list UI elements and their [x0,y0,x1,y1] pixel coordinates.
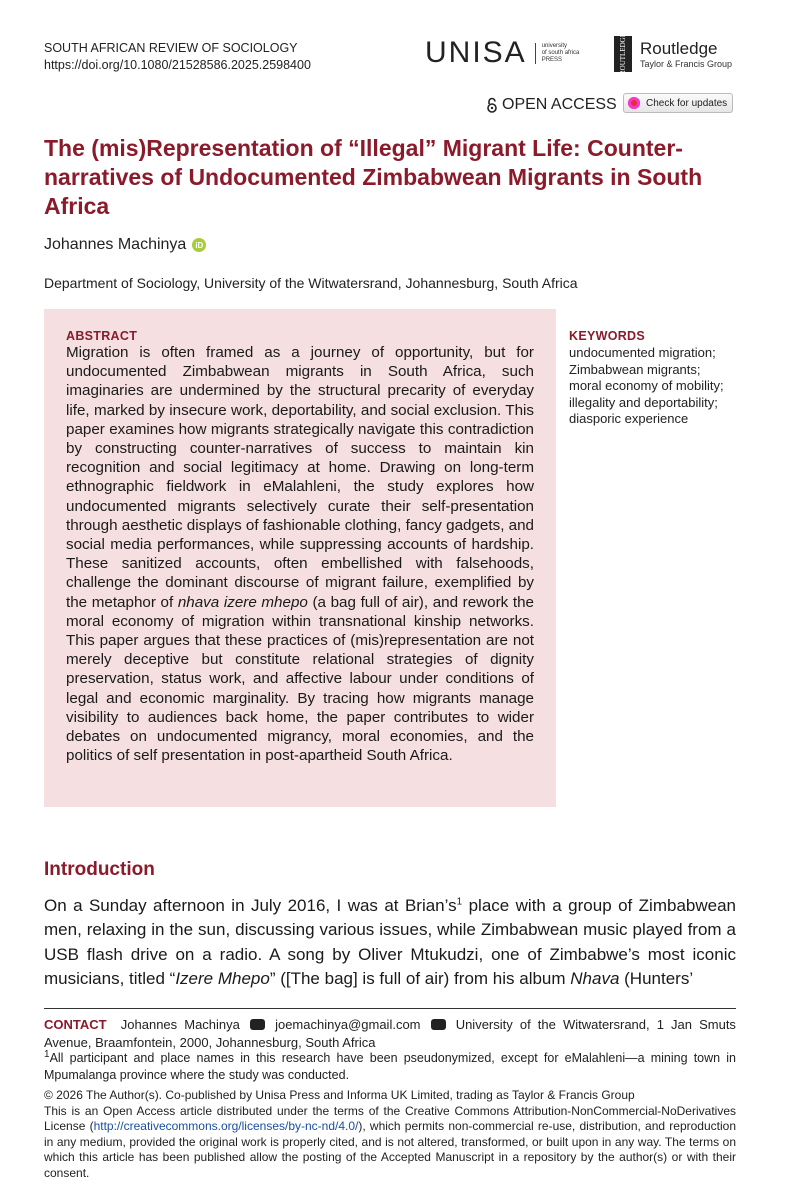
license-url-link[interactable]: http://creativecommons.org/licenses/by-nc-nd/4.0/ [93,1119,359,1133]
intro-text-3: ” ([The bag] is full of air) from his album [269,968,571,988]
affiliation: Department of Sociology, University of the Witwatersrand, Johannesburg, South Africa [44,275,578,291]
unisa-sub-line-1: university [541,42,568,49]
check-for-updates-label: Check for updates [646,97,728,109]
footnote [44,1050,736,1084]
abstract-text [66,343,534,765]
footnote-ref-1[interactable]: 1 [456,896,463,908]
contact-info [44,1016,736,1052]
contact-email[interactable]: joemachinya@gmail.com [275,1017,421,1032]
address-icon [431,1019,446,1030]
unisa-sub-line-2: of south africa [541,49,580,56]
journal-header [44,40,311,74]
copyright-line: © 2026 The Author(s). Co-published by Unisa Press and Informa UK Limited, trading as Taylor & Francis Group [44,1088,635,1102]
keyword-item[interactable]: illegality and deportability; [569,394,718,410]
abstract-heading: ABSTRACT [66,329,138,343]
keywords-heading: KEYWORDS [569,329,646,343]
crossmark-icon [628,97,640,109]
introduction-heading: Introduction [44,859,155,880]
introduction-paragraph [44,894,736,991]
unisa-press-label [535,43,580,64]
unisa-logo [425,36,579,70]
author-line [44,236,206,254]
unisa-sub-line-3: PRESS [541,56,563,63]
open-lock-icon [486,97,498,113]
license-text-2: ), which permits non-commercial re-use, distribution, and reproduction in any medium, provided the original work is properly cited, and is not altered, transformed, or built upon in any way. The terms on which this article has been published allow the posting of the Accepted Manuscript in a repository by the author(s) or with their consent. [44,1119,736,1180]
abstract-text-part-1: Migration is often framed as a journey of opportunity, but for undocumented Zimbabwean migrants in South Africa, such imaginaries are undermined by the structural precarity of everyday life, marked by insecure work, deportability, and social exclusion. This paper examines how migrants strategically navigate this contradiction by constructing counter-narratives of success to maintain kin recognition and social legitimacy at home. Drawing on long-term ethnographic fieldwork in eMalahleni, the study explores how undocumented migrants selectively curate their self-presentation through aesthetic displays of fashionable clothing, fancy gadgets, and social media performances, while suppressing accounts of hardship. These sanitized accounts, often embellished with falsehoods, challenge the dominant discourse of migrant failure, exemplified by the metaphor of [66,344,534,611]
license-text [44,1104,736,1182]
abstract-italic-term: nhava izere mhepo [177,593,308,611]
intro-text-2: place with a group of Zimbabwean men, relaxing in the sun, discussing various issues, while Zimbabwean music played from a USB flash drive on a radio. A song by Oliver Mtukudzi, one of Zimbabwe’s most iconic musicians, titled “ [44,896,736,988]
footnote-mark: 1 [44,1048,50,1060]
check-for-updates-button[interactable] [623,93,733,113]
contact-name: Johannes Machinya [120,1017,240,1032]
email-icon [250,1019,265,1030]
contact-address: University of the Witwatersrand, 1 Jan Smuts Avenue, Braamfontein, 2000, Johannesburg, South Africa [44,1017,736,1050]
license-text-1: This is an Open Access article distributed under the terms of the Creative Commons Attribution-NonCommercial-NoDerivatives License ( [44,1103,736,1133]
unisa-wordmark: UNISA [425,36,527,69]
routledge-mark-icon: ROUTLEDGE [614,36,632,72]
article-title: The (mis)Representation of “Illegal” Migrant Life: Counter-narratives of Undocumented Zimbabwean Migrants in South Africa [44,135,703,219]
keyword-item[interactable]: undocumented migration; [569,345,716,360]
contact-label: CONTACT [44,1017,107,1032]
keyword-item[interactable]: Zimbabwean migrants; [569,361,701,377]
keyword-item[interactable]: moral economy of mobility; [569,378,724,393]
abstract-text-part-2: (a bag full of air), and rework the moral economy of migration within transnational kinship networks. This paper argues that these practices of (mis)representation are not merely deceptive but constitute relational strategies of dignity preservation, status work, and affective labour under conditions of legal and economic marginality. By tracing how migrants manage visibility to audiences back home, the paper contributes to wider debates on undocumented migrancy, moral economies, and the politics of self presentation in post-apartheid South Africa. [66,593,534,765]
intro-text-4: (Hunters’ [619,968,694,988]
journal-name: SOUTH AFRICAN REVIEW OF SOCIOLOGY [44,41,298,55]
doi-link[interactable]: https://doi.org/10.1080/21528586.2025.2598400 [44,58,311,72]
open-access-label: OPEN ACCESS [502,96,617,113]
keywords-list [569,345,724,428]
album-title: Nhava [570,968,620,988]
open-access-badge [486,96,617,114]
intro-text-1: On a Sunday afternoon in July 2016, I was at Brian’s [44,896,457,915]
footnote-text: All participant and place names in this research have been pseudonymized, except for eMalahleni—a mining town in Mpumalanga province where the study was conducted. [44,1051,736,1082]
orcid-icon[interactable]: iD [192,238,206,252]
footer-divider [44,1008,736,1009]
keyword-item[interactable]: diasporic experience [569,411,689,426]
song-title: Izere Mhepo [175,968,270,988]
license-block [44,1088,736,1181]
author-name[interactable]: Johannes Machinya [44,236,187,253]
routledge-name: Routledge [640,39,718,58]
routledge-logo [614,33,733,75]
routledge-subtitle: Taylor & Francis Group [640,59,733,69]
